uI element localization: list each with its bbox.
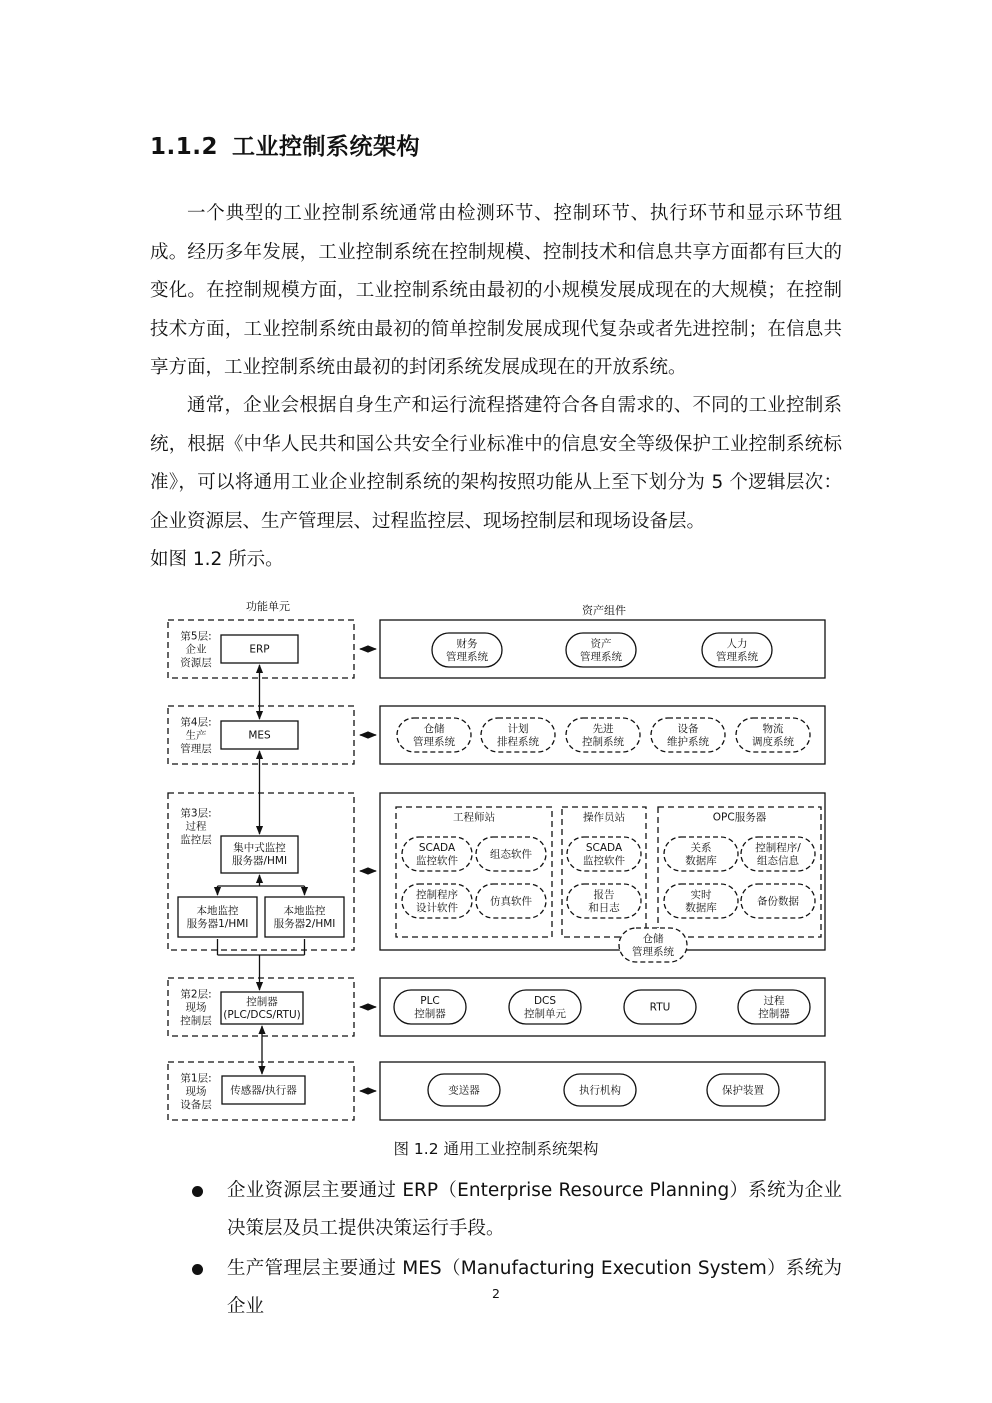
layer2-label: 第2层: xyxy=(180,988,212,1001)
asset-pill-label: 财务 xyxy=(456,638,478,651)
asset-pill-label: 设备 xyxy=(677,723,699,736)
asset-pill-label: 先进 xyxy=(592,723,614,736)
bullet-dot xyxy=(192,1264,203,1275)
layer3-label: 第3层: xyxy=(180,807,212,820)
shared-storage-label: 管理系统 xyxy=(632,946,674,959)
asset-pill-label: 控制系统 xyxy=(582,736,624,749)
asset-pill-label: 实时 xyxy=(690,889,712,902)
local-server-2-label: 本地监控 xyxy=(283,905,326,918)
layer1-label: 设备层 xyxy=(180,1098,212,1111)
layer5-label: 第5层: xyxy=(180,630,212,643)
shared-storage-label: 仓储 xyxy=(642,933,664,946)
asset-pill-label: 和日志 xyxy=(588,902,620,915)
asset-pill-label: 管理系统 xyxy=(580,651,622,664)
asset-pill-label: 控制程序/ xyxy=(755,842,801,855)
asset-pill-label: 过程 xyxy=(763,995,785,1008)
asset-pill-label: 监控软件 xyxy=(583,855,625,868)
asset-pill-label: 排程系统 xyxy=(497,736,539,749)
layer1-label: 第1层: xyxy=(180,1072,212,1085)
asset-pill-label: 控制程序 xyxy=(416,889,458,902)
bullet-item-1 xyxy=(150,1172,842,1248)
asset-pill-label: 设计软件 xyxy=(416,902,458,915)
central-server-label: 服务器/HMI xyxy=(231,855,288,868)
asset-pill-label: 关系 xyxy=(690,842,712,855)
controller-label: 控制器 xyxy=(246,996,278,1009)
asset-pill-label: 变送器 xyxy=(448,1084,480,1097)
engineer-station-title: 工程师站 xyxy=(453,811,495,824)
mes-label: MES xyxy=(248,729,271,742)
paragraph-2-tail: 如图 1.2 所示。 xyxy=(150,549,284,570)
asset-pill-label: 维护系统 xyxy=(667,736,709,749)
bullet-dot xyxy=(192,1186,203,1197)
layer2-label: 控制层 xyxy=(180,1014,212,1027)
section-number: 1.1.2 xyxy=(150,134,218,160)
page-number: 2 xyxy=(492,1286,500,1301)
bullet-text-2: 生产管理层主要通过 MES（Manufacturing Execution System）系统为企业 xyxy=(227,1258,842,1317)
paragraph-2-text: 通常，企业会根据自身生产和运行流程搭建符合各自需求的、不同的工业控制系统，根据《中华人民共和国公共安全行业标准中的信息安全等级保护工业控制系统标准》，可以将通用工业企业控制系统的架构按照功能从上至下划分为 5 个逻辑层次：企业资源层、生产管理层、过程监控层、现场控制层和现场设备层。 xyxy=(150,395,842,532)
asset-pill-label: 仓储 xyxy=(423,723,445,736)
asset-pill-label: 控制器 xyxy=(414,1008,446,1021)
controller-label: (PLC/DCS/RTU) xyxy=(223,1009,301,1022)
asset-pill-label: 管理系统 xyxy=(446,651,488,664)
layer3-label: 监控层 xyxy=(180,833,212,846)
opc-server-title: OPC服务器 xyxy=(712,811,767,824)
left-column-title: 功能单元 xyxy=(246,599,290,613)
asset-pill-label: PLC xyxy=(420,995,440,1008)
layer4-label: 管理层 xyxy=(180,742,212,755)
asset-pill-label: 物流 xyxy=(762,723,784,736)
local-server-1-label: 服务器1/HMI xyxy=(186,918,249,931)
local-server-1-label: 本地监控 xyxy=(196,905,239,918)
asset-pill-label: 管理系统 xyxy=(716,651,758,664)
asset-pill-label: 计划 xyxy=(507,723,529,736)
asset-pill-label: SCADA xyxy=(585,842,623,855)
local-server-2-label: 服务器2/HMI xyxy=(273,918,336,931)
asset-pill-label: 资产 xyxy=(590,638,612,651)
asset-pill-label: 调度系统 xyxy=(752,736,794,749)
asset-pill-label: RTU xyxy=(649,1001,671,1014)
layer3-label: 过程 xyxy=(185,820,207,833)
figure-caption: 图 1.2 通用工业控制系统架构 xyxy=(393,1140,599,1158)
layer1-label: 现场 xyxy=(185,1085,207,1098)
asset-pill-label: SCADA xyxy=(418,842,456,855)
layer4-label: 生产 xyxy=(185,729,207,742)
asset-pill-label: DCS xyxy=(533,995,557,1008)
asset-pill-label: 仿真软件 xyxy=(490,895,532,908)
asset-pill-label: 备份数据 xyxy=(757,895,799,908)
layer2-label: 现场 xyxy=(185,1001,207,1014)
asset-pill-label: 监控软件 xyxy=(416,855,458,868)
layer2-asset-box xyxy=(380,978,825,1036)
section-title: 工业控制系统架构 xyxy=(232,134,420,160)
bullet-text-1: 企业资源层主要通过 ERP（Enterprise Resource Planning）系统为企业决策层及员工提供决策运行手段。 xyxy=(227,1180,842,1239)
asset-pill-label: 数据库 xyxy=(685,855,717,868)
sensor-actuator-label: 传感器/执行器 xyxy=(230,1084,297,1097)
asset-pill-label: 控制单元 xyxy=(524,1008,566,1021)
asset-pill-label: 控制器 xyxy=(758,1008,790,1021)
layer4-label: 第4层: xyxy=(180,716,212,729)
right-column-title: 资产组件 xyxy=(582,603,626,617)
layer5-label: 企业 xyxy=(185,643,207,656)
asset-pill-label: 保护装置 xyxy=(722,1084,764,1097)
central-server-label: 集中式监控 xyxy=(233,842,286,855)
layer5-label: 资源层 xyxy=(180,656,212,669)
erp-label: ERP xyxy=(249,643,270,656)
asset-pill-label: 人力 xyxy=(726,638,748,651)
asset-pill-label: 组态软件 xyxy=(490,848,532,861)
asset-pill-label: 组态信息 xyxy=(757,855,799,868)
paragraph-1-text: 一个典型的工业控制系统通常由检测环节、控制环节、执行环节和显示环节组成。经历多年发展，工业控制系统在控制规模、控制技术和信息共享方面都有巨大的变化。在控制规模方面，工业控制系统由最初的小规模发展成现在的大规模；在控制技术方面，工业控制系统由最初的简单控制发展成现代复杂或者先进控制；在信息共享方面，工业控制系统由最初的封闭系统发展成现在的开放系统。 xyxy=(150,203,842,378)
operator-station-title: 操作员站 xyxy=(583,811,625,824)
asset-pill-label: 报告 xyxy=(593,889,615,902)
asset-pill-label: 执行机构 xyxy=(579,1084,621,1097)
asset-pill-label: 数据库 xyxy=(685,902,717,915)
asset-pill-label: 管理系统 xyxy=(413,736,455,749)
